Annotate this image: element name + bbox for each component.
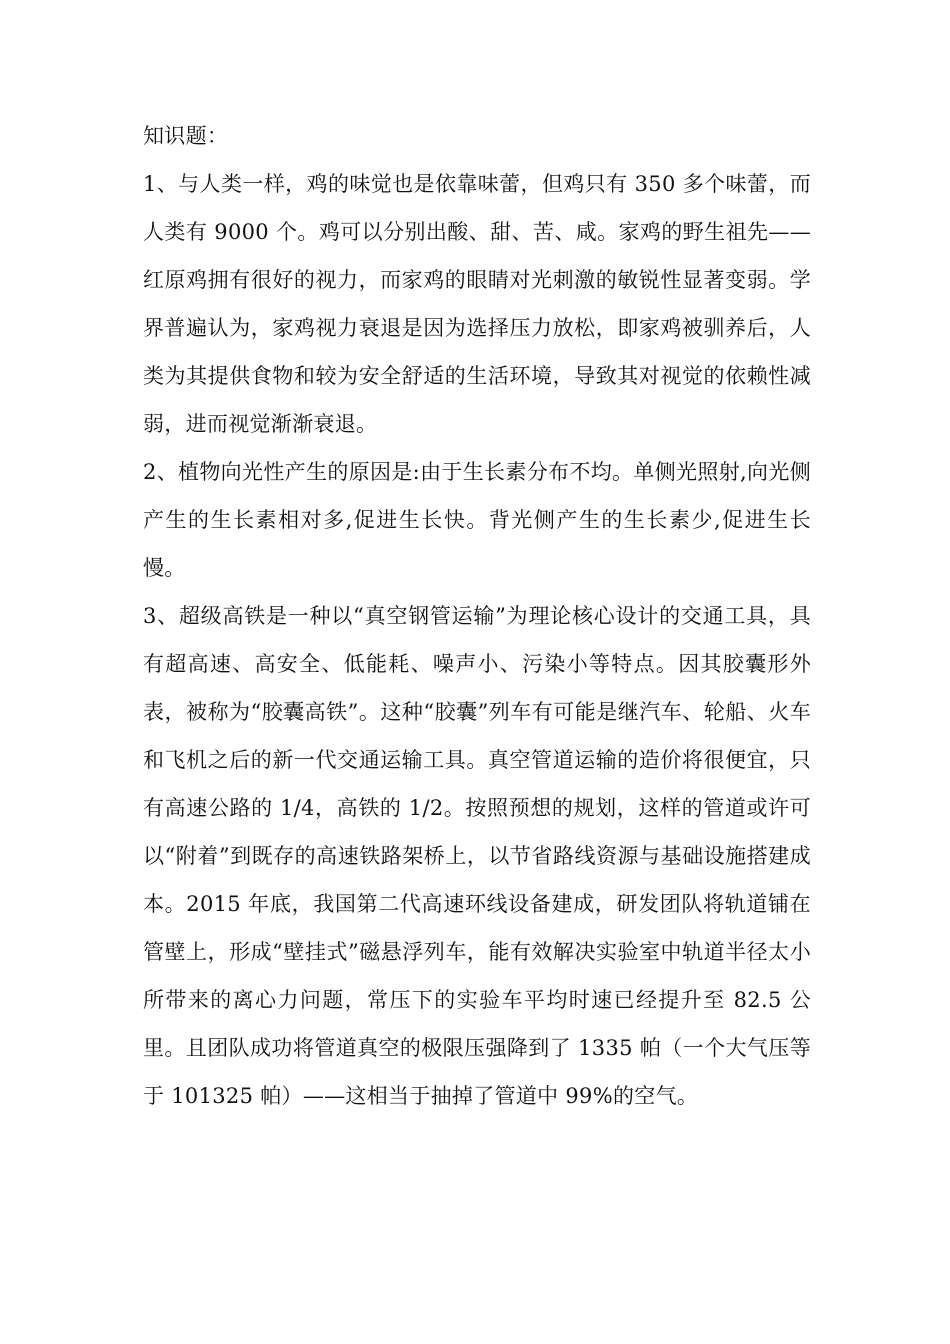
- paragraph-hyperloop: 3、超级高铁是一种以“真空钢管运输”为理论核心设计的交通工具，具有超高速、高安全、低能耗、噪声小、污染小等特点。因其胶囊形外表，被称为“胶囊高铁”。这种“胶囊”列车有可能是继汽车、轮船、火车和飞机之后的新一代交通运输工具。真空管道运输的造价将很便宜，只有高速公路的 1/4，高铁的 1/2。按照预想的规划，这样的管道或许可以“附着”到既存的高速铁路架桥上，以节省路线资源与基础设施搭建成本。2015 年底，我国第二代高速环线设备建成，研发团队将轨道铺在管壁上，形成“壁挂式”磁悬浮列车，能有效解决实验室中轨道半径太小所带来的离心力问题，常压下的实验车平均时速已经提升至 82.5 公里。且团队成功将管道真空的极限压强降到了 1335 帕（一个大气压等于 101325 帕）——这相当于抽掉了管道中 99%的空气。: [143, 604, 811, 1108]
- paragraph-chicken-taste: 1、与人类一样，鸡的味觉也是依靠味蕾，但鸡只有 350 多个味蕾，而人类有 9000 个。鸡可以分别出酸、甜、苦、咸。家鸡的野生祖先——红原鸡拥有很好的视力，而家鸡的眼睛对光刺激的敏锐性显著变弱。学界普遍认为，家鸡视力衰退是因为选择压力放松，即家鸡被驯养后，人类为其提供食物和较为安全舒适的生活环境，导致其对视觉的依赖性减弱，进而视觉渐渐衰退。: [143, 172, 811, 436]
- paragraph-phototropism: 2、植物向光性产生的原因是:由于生长素分布不均。单侧光照射,向光侧产生的生长素相对多,促进生长快。背光侧产生的生长素少,促进生长慢。: [143, 460, 811, 580]
- document-body: [143, 112, 811, 1120]
- document-heading: 知识题：: [143, 124, 229, 148]
